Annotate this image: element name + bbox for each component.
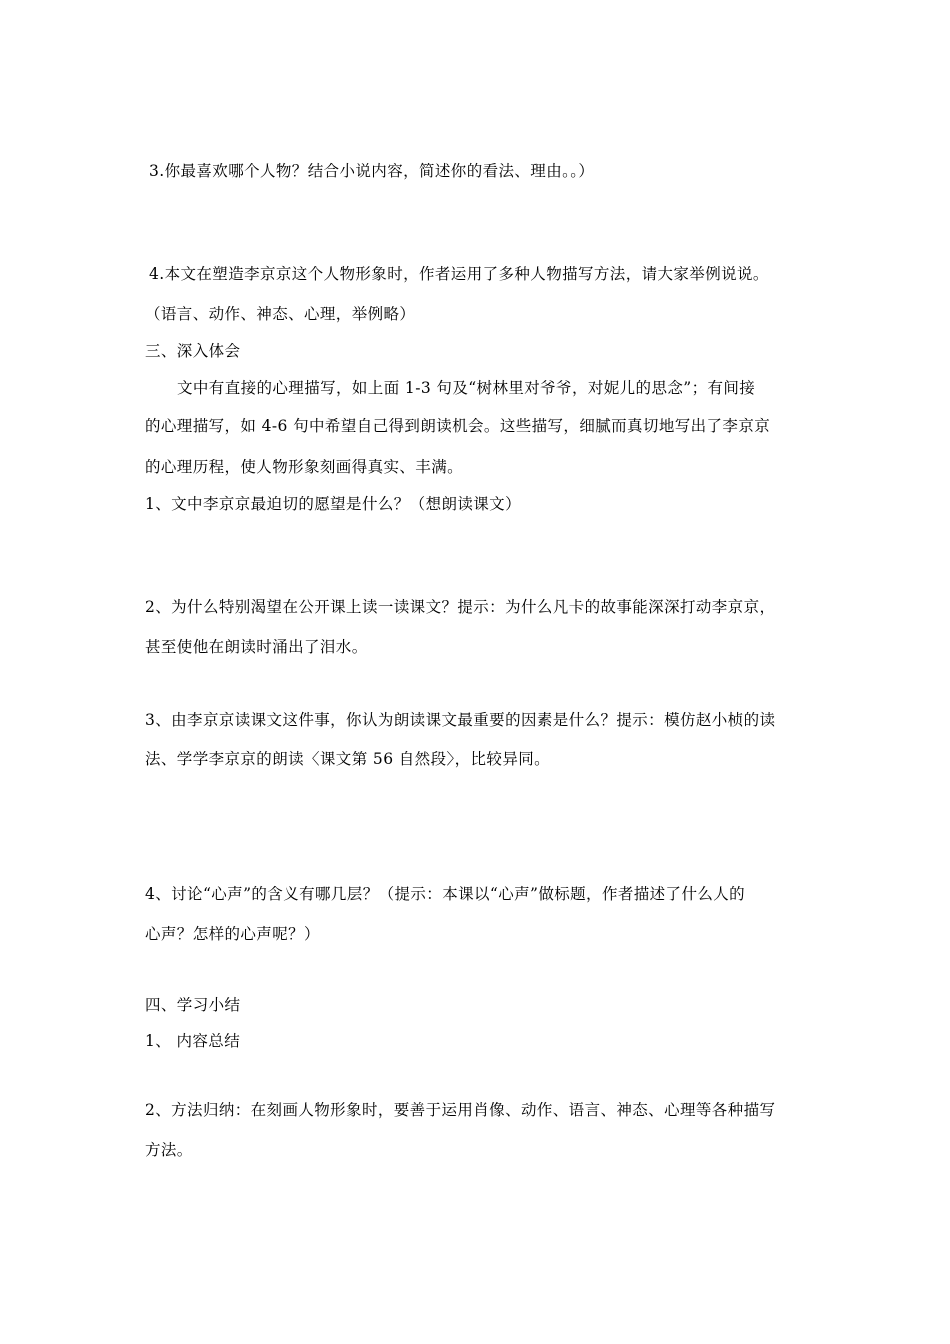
paragraph-line-1: 文中有直接的心理描写，如上面 1-3 句及“树林里对爷爷，对妮儿的思念”；有间接: [177, 379, 756, 397]
item-2-line-1: 2、为什么特别渴望在公开课上读一读课文？提示：为什么凡卡的故事能深深打动李京京，: [145, 598, 776, 616]
question-3: 3.你最喜欢哪个人物？结合小说内容，简述你的看法、理由。。）: [149, 162, 595, 180]
section-heading-4: 四、学习小结: [145, 996, 241, 1014]
paragraph-line-2: 的心理描写，如 4-6 句中希望自己得到朗读机会。这些描写，细腻而真切地写出了李京京: [145, 417, 771, 435]
item-1: 1、文中李京京最迫切的愿望是什么？（想朗读课文）: [145, 495, 521, 513]
summary-item-1: 1、 内容总结: [145, 1032, 241, 1050]
summary-item-2-line-2: 方法。: [145, 1141, 193, 1159]
summary-item-2-line-1: 2、方法归纳：在刻画人物形象时，要善于运用肖像、动作、语言、神态、心理等各种描写: [145, 1101, 776, 1119]
paragraph-line-3: 的心理历程，使人物形象刻画得真实、丰满。: [145, 458, 464, 476]
item-2-line-2: 甚至使他在朗读时涌出了泪水。: [145, 638, 368, 656]
question-4: 4.本文在塑造李京京这个人物形象时，作者运用了多种人物描写方法，请大家举例说说。: [149, 265, 769, 283]
section-heading-3: 三、深入体会: [145, 342, 241, 360]
item-4-line-2: 心声？怎样的心声呢？）: [145, 925, 320, 943]
item-3-line-1: 3、由李京京读课文这件事，你认为朗读课文最重要的因素是什么？提示：模仿赵小桢的读: [145, 711, 776, 729]
item-3-line-2: 法、学学李京京的朗读〈课文第 56 自然段〉，比较异同。: [145, 750, 551, 768]
question-4-answer: （语言、动作、神态、心理，举例略）: [145, 305, 416, 323]
item-4-line-1: 4、讨论“心声”的含义有哪几层？（提示：本课以“心声”做标题，作者描述了什么人的: [145, 885, 746, 903]
